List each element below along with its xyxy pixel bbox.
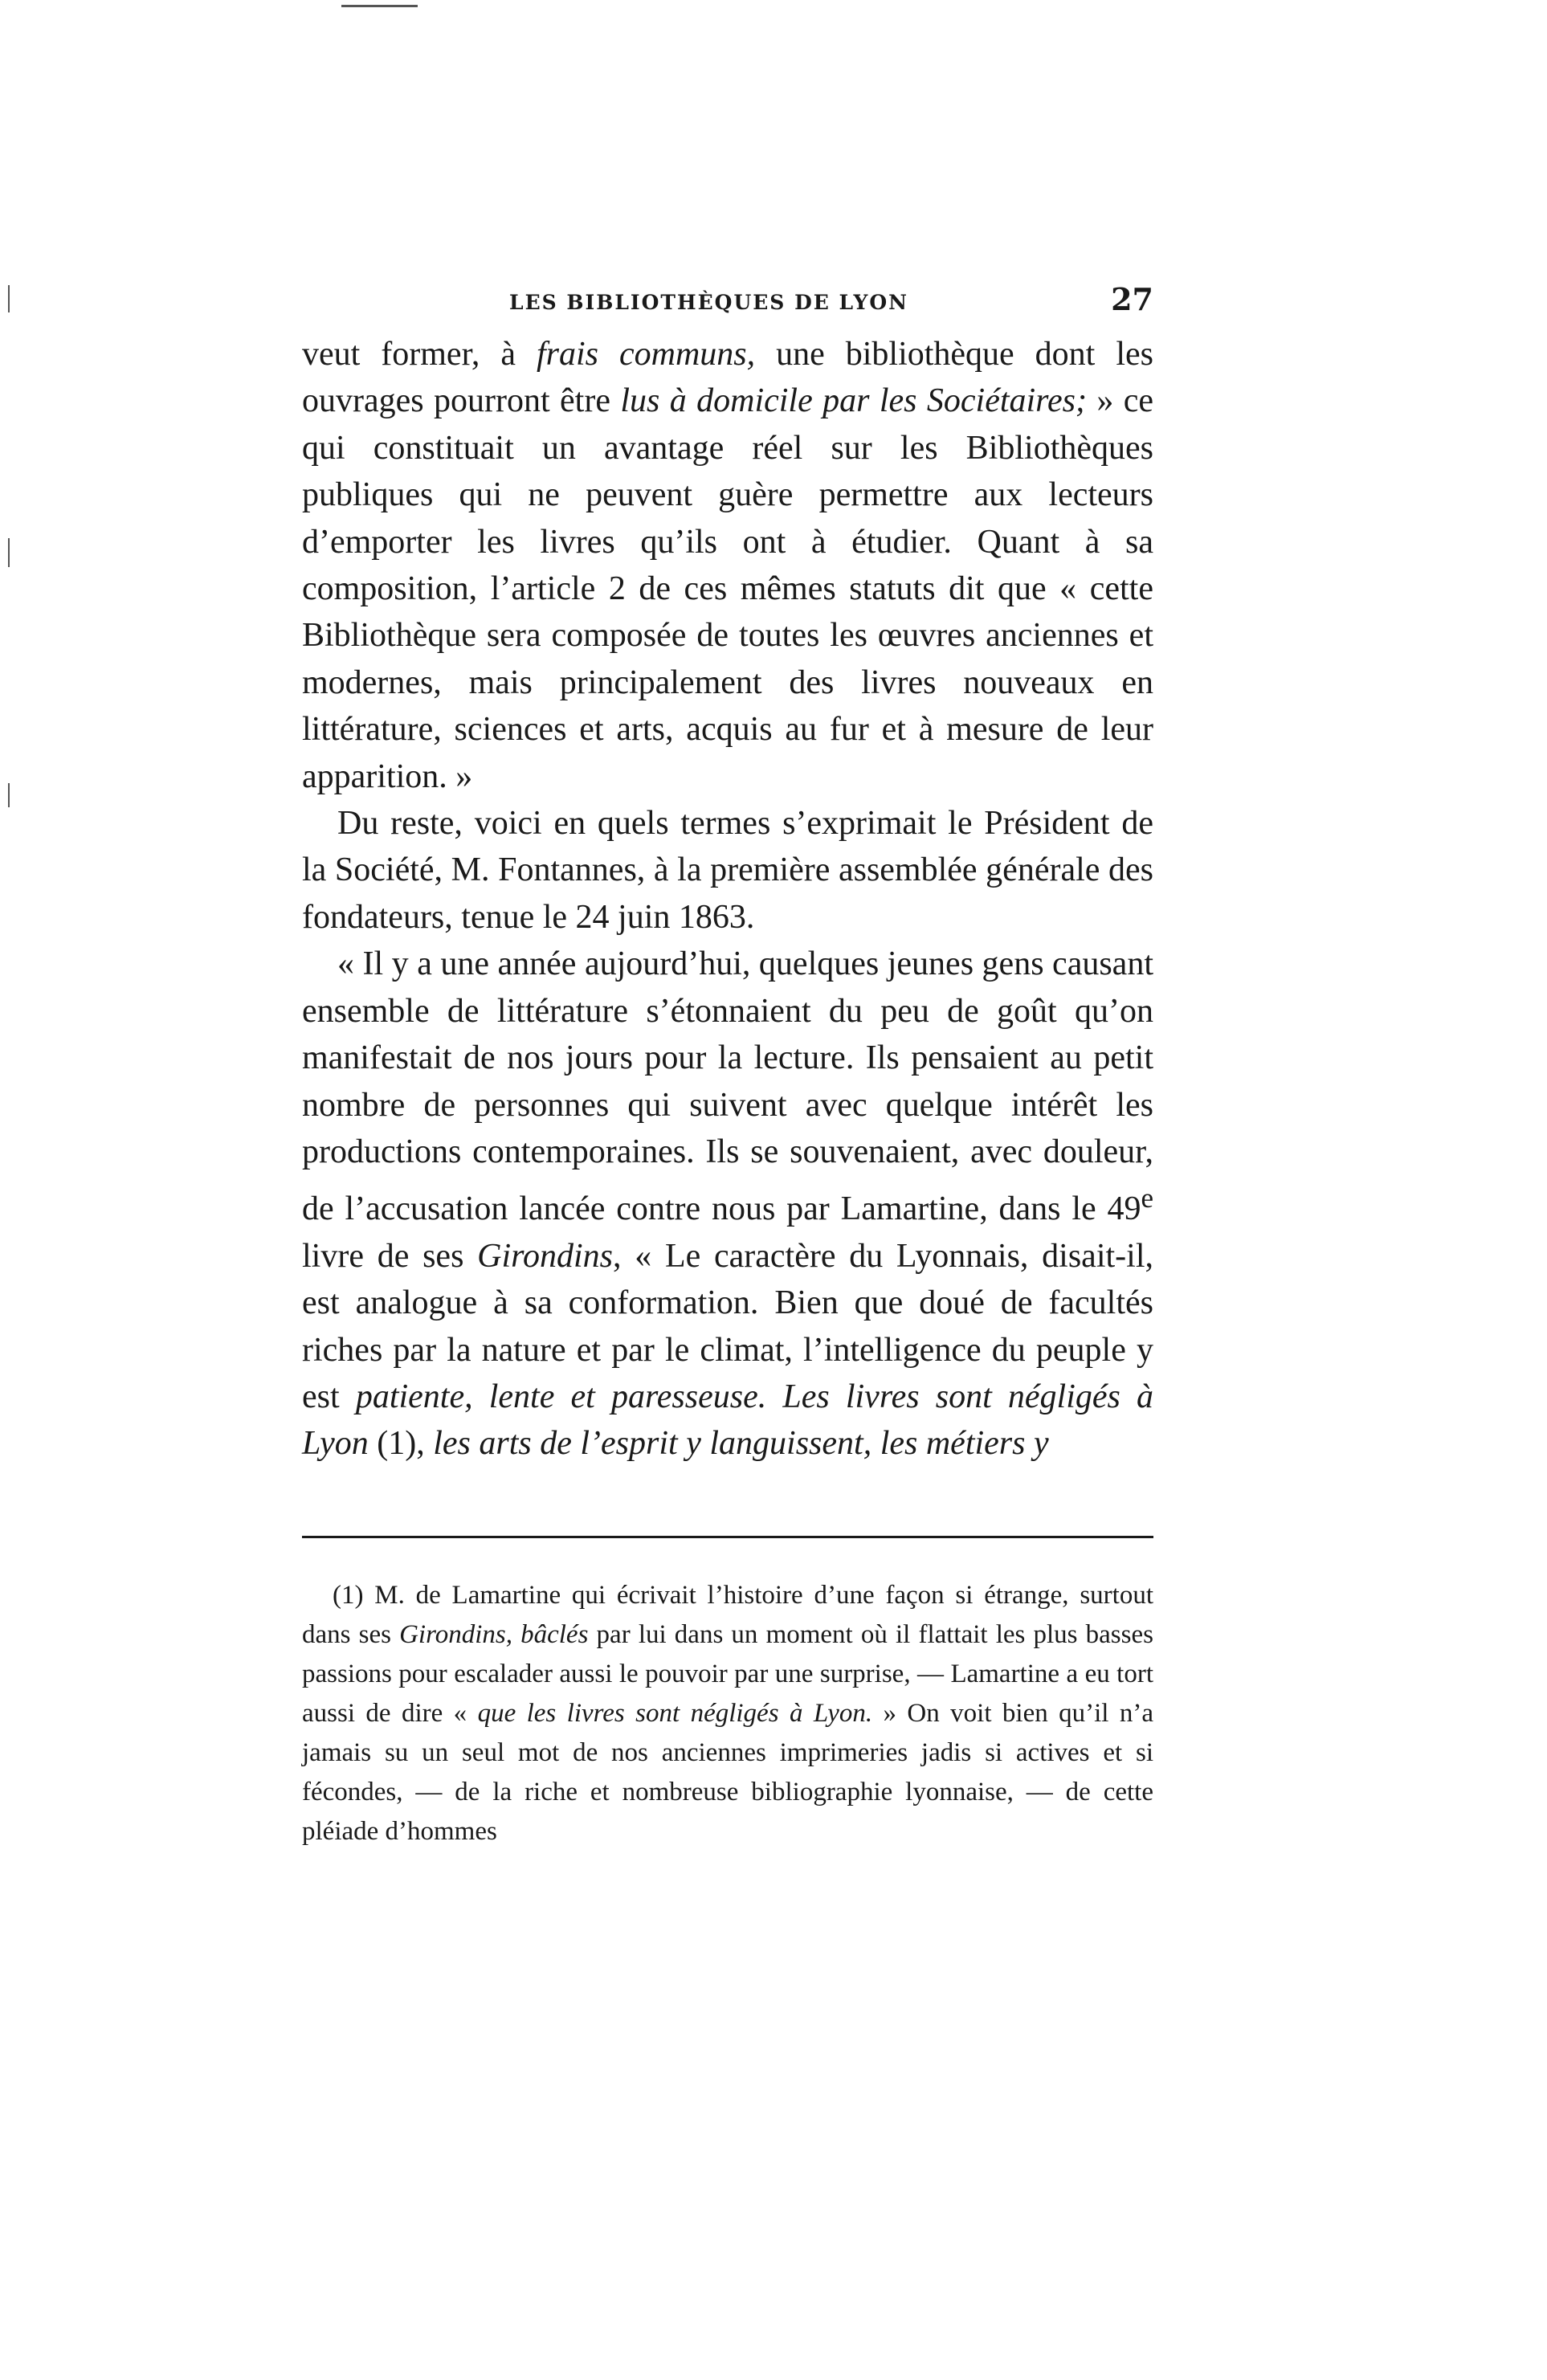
text-run: veut former, à <box>302 336 537 373</box>
paragraph-3 <box>302 941 1153 1467</box>
text-run: » ce qui constituait un avantage réel sur les Bibliothèques publiques qui ne peuvent guère permettre aux lecteurs d’emporter les livres qu’ils ont à étudier. Quant à sa composition, l’article 2 de ces mêmes statuts dit que « cette Bibliothèque sera composée de toutes les œuvres anciennes et modernes, mais principalement des livres nouveaux en littérature, sciences et arts, acquis au fur et à mesure de leur apparition. » <box>302 382 1153 795</box>
text-run: « Il y a une année aujourd’hui, quelques jeunes gens causant ensemble de littérature s’étonnaient du peu de goût qu’on manifestait de nos jours pour la lecture. Ils pensaient au petit nombre de personnes qui suivent avec quelque intérêt les productions contemporaines. Ils se souvenaient, avec douleur, de l’accusation lancée contre nous par Lamartine, dans le 49 <box>302 945 1153 1228</box>
main-text <box>302 331 1153 1468</box>
text-run: » On voit bien qu’il n’a jamais su un seul mot de nos anciennes imprimeries jadis si actives et si fécondes, — de la riche et nombreuse bibliographie lyonnaise, — de cette pléiade d’hommes <box>302 1699 1153 1846</box>
text-run: par lui dans un moment où il flattait les plus basses passions pour escalader aussi le pouvoir par une surprise, — Lamartine a eu tort aussi de dire « <box>302 1620 1153 1728</box>
paragraph-2: Du reste, voici en quels termes s’exprimait le Président de la Société, M. Fontannes, à la première assemblée générale des fondateurs, tenue le 24 juin 1863. <box>302 805 1153 936</box>
text-run: , « Le caractère du Lyonnais, disait-il, est analogue à sa conformation. Bien que doué de facultés riches par la nature et par le climat, l’intelligence du peuple y est <box>302 1237 1153 1415</box>
scan-mark-left-3 <box>8 783 10 807</box>
footnote <box>302 1576 1153 1851</box>
italic-run: Girondins, bâclés <box>399 1620 589 1649</box>
page-header <box>302 281 1153 329</box>
italic-run: Girondins <box>477 1237 613 1275</box>
italic-run: les arts de l’esprit y languissent, les métiers y <box>433 1425 1049 1463</box>
footnote-rule <box>302 1536 1153 1538</box>
italic-run: frais communs, <box>536 336 756 373</box>
italic-run: patiente, lente et paresseuse. Les livres sont négligés à Lyon <box>302 1378 1154 1463</box>
scan-mark-top <box>341 5 418 7</box>
text-run: une bibliothèque dont les ouvrages pourront être <box>302 336 1153 420</box>
text-run: (1) M. de Lamartine qui écrivait l’histoire d’une façon si étrange, surtout dans ses <box>302 1581 1153 1649</box>
italic-run: lus à domicile par les Sociétaires; <box>620 382 1087 420</box>
italic-run: que les livres sont négligés à Lyon. <box>477 1699 873 1728</box>
scan-mark-left-2 <box>8 538 10 567</box>
text-run: (1), <box>368 1425 434 1463</box>
superscript: e <box>1141 1182 1153 1214</box>
running-title: LES BIBLIOTHÈQUES DE LYON <box>509 291 908 314</box>
paragraph-1 <box>302 331 1153 800</box>
text-run: livre de ses <box>302 1237 478 1275</box>
page-number: 27 <box>1111 281 1153 317</box>
scan-mark-left-1 <box>8 285 10 312</box>
footnote-paragraph <box>302 1576 1153 1851</box>
